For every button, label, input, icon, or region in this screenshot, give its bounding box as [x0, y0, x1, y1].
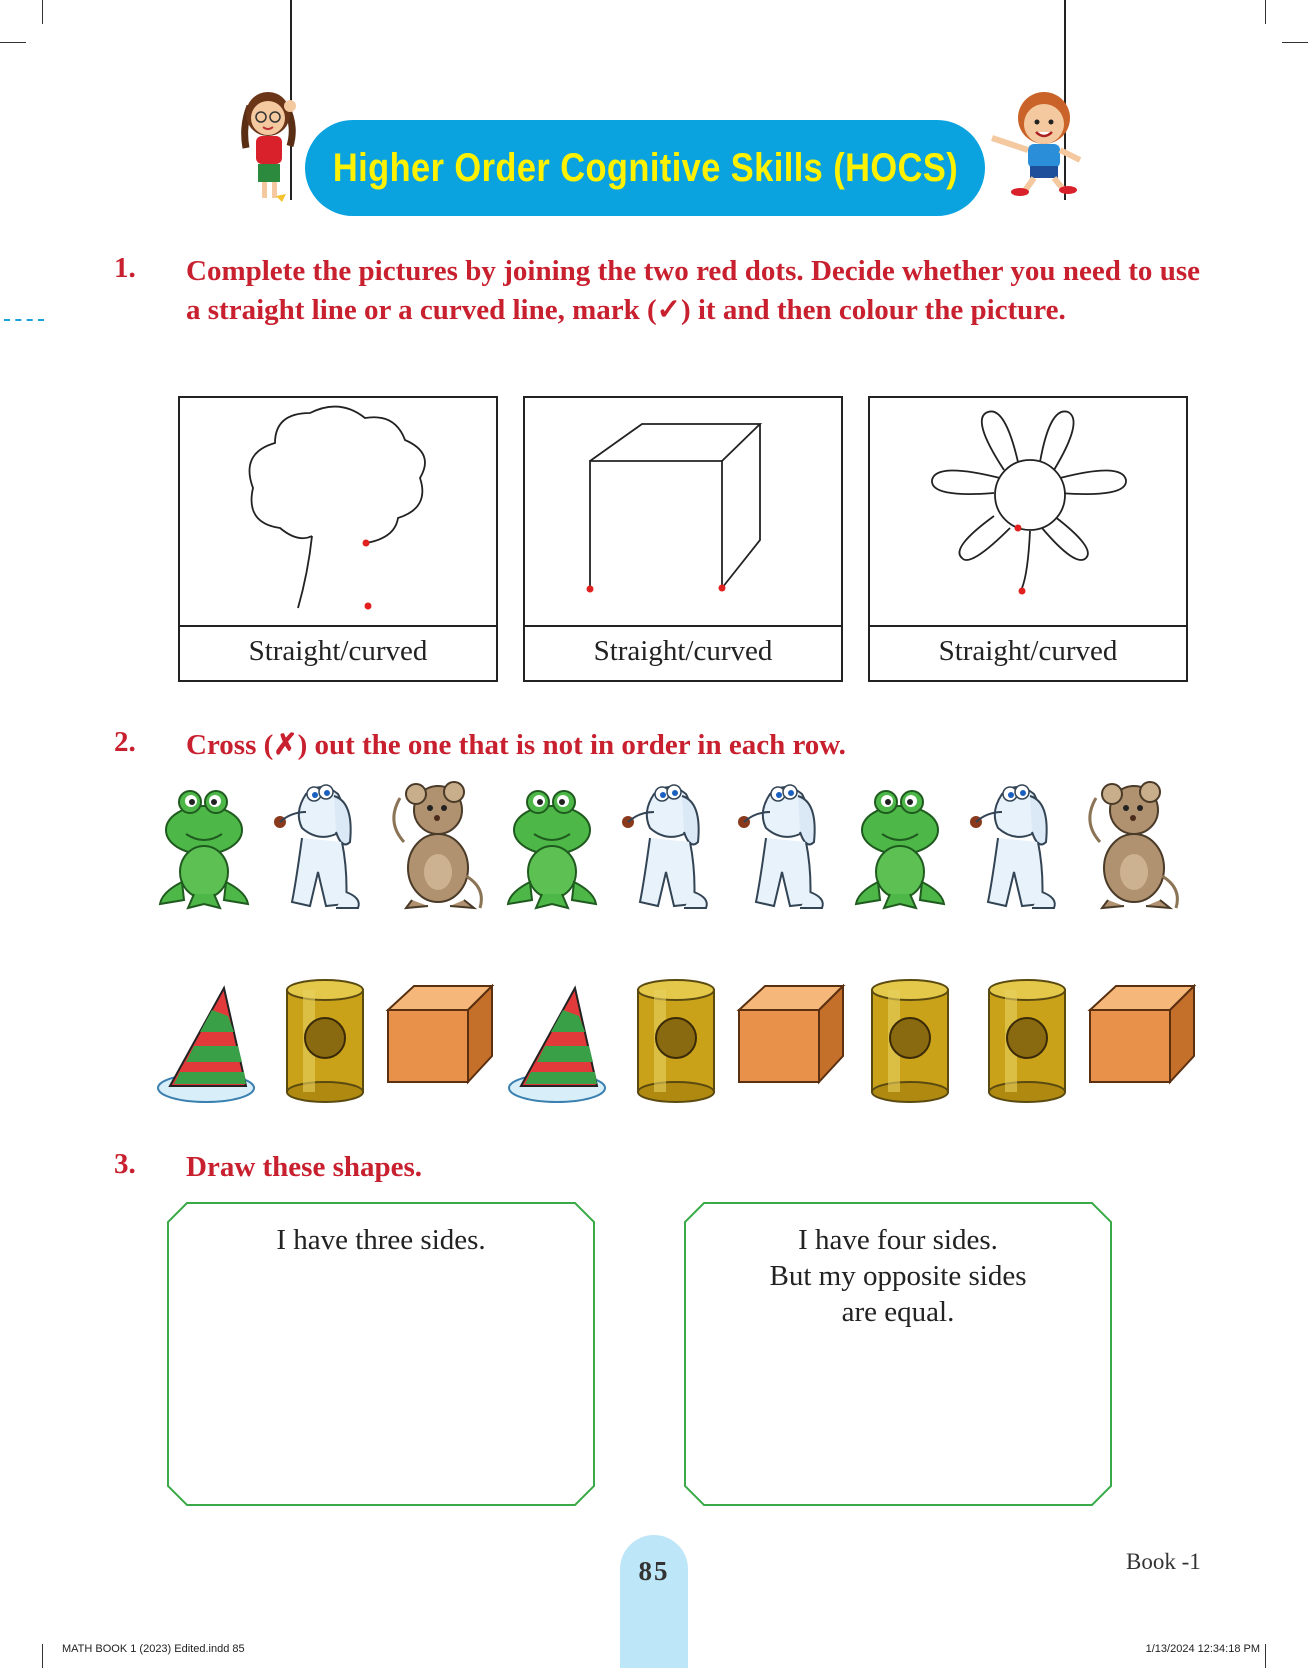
answer-label[interactable]: Straight/curved	[938, 635, 1118, 667]
red-dot	[363, 540, 370, 547]
cube-picture[interactable]	[739, 986, 843, 1082]
page-title: Higher Order Cognitive Skills (HOCS)	[332, 145, 958, 190]
girl-illustration	[236, 86, 316, 204]
slug-left: MATH BOOK 1 (2023) Edited.indd 85	[62, 1643, 245, 1655]
cylinder-picture[interactable]	[638, 980, 714, 1102]
prompt-line: I have three sides.	[276, 1224, 486, 1256]
picture-area	[870, 398, 1186, 627]
sequence-row-shapes	[150, 976, 1200, 1108]
red-dot	[719, 585, 726, 592]
answer-label[interactable]: Straight/curved	[248, 635, 428, 667]
guide-dashes	[4, 319, 44, 321]
picture-box-flower	[868, 396, 1188, 682]
question-1-number: 1.	[114, 252, 136, 284]
frog-picture[interactable]	[160, 791, 248, 908]
boy-illustration	[984, 86, 1094, 196]
tree-outline	[180, 398, 496, 625]
flower-outline	[870, 398, 1186, 625]
page-number-tab	[620, 1535, 688, 1668]
page-number: 85	[638, 1556, 670, 1586]
prompt-line: I have four sides.	[798, 1224, 998, 1256]
answer-label[interactable]: Straight/curved	[593, 635, 773, 667]
question-2-text: Cross (✗) out the one that is not in order in each row.	[186, 729, 846, 761]
draw-box-prompt	[167, 1222, 595, 1258]
crop-mark	[0, 42, 26, 43]
frog-picture[interactable]	[508, 791, 596, 908]
crop-mark	[1282, 42, 1308, 43]
frog-picture[interactable]	[856, 791, 944, 908]
red-dot	[1015, 525, 1022, 532]
draw-box-rectangle[interactable]	[684, 1202, 1112, 1506]
prompt-line: are equal.	[841, 1296, 955, 1328]
draw-box-prompt	[684, 1222, 1112, 1330]
red-dot	[587, 586, 594, 593]
question-3-number: 3.	[114, 1148, 136, 1180]
party-hat-picture[interactable]	[158, 988, 254, 1102]
red-dot	[1019, 588, 1026, 595]
cube-picture[interactable]	[1090, 986, 1194, 1082]
question-3-text: Draw these shapes.	[186, 1151, 423, 1183]
question-2-number: 2.	[114, 726, 136, 758]
mouse-picture[interactable]	[1090, 782, 1178, 908]
sequence-row-animals	[150, 772, 1200, 920]
slug-right: 1/13/2024 12:34:18 PM	[1145, 1643, 1260, 1655]
title-banner	[305, 120, 985, 216]
cube-outline	[525, 398, 841, 625]
prompt-line: But my opposite sides	[769, 1260, 1027, 1292]
picture-area	[180, 398, 496, 627]
red-dot	[365, 603, 372, 610]
mouse-picture[interactable]	[394, 782, 482, 908]
cylinder-picture[interactable]	[872, 980, 948, 1102]
question-1-text: Complete the pictures by joining the two red dots. Decide whether you need to use a straight line or a curved line, mark (✓) it and then colour the picture.	[186, 255, 1200, 326]
crop-mark	[1265, 0, 1266, 24]
picture-box-cube	[523, 396, 843, 682]
picture-box-tree	[178, 396, 498, 682]
party-hat-picture[interactable]	[509, 988, 605, 1102]
book-label: Book -1	[1126, 1549, 1201, 1574]
cylinder-picture[interactable]	[287, 980, 363, 1102]
cylinder-picture[interactable]	[989, 980, 1065, 1102]
crop-mark	[1265, 1644, 1266, 1668]
crop-mark	[42, 0, 43, 24]
dog-picture[interactable]	[738, 785, 823, 908]
dog-picture[interactable]	[970, 785, 1055, 908]
dog-picture[interactable]	[622, 785, 707, 908]
cube-picture[interactable]	[388, 986, 492, 1082]
picture-area	[525, 398, 841, 627]
crop-mark	[42, 1644, 43, 1668]
dog-picture[interactable]	[274, 785, 359, 908]
draw-box-triangle[interactable]	[167, 1202, 595, 1506]
